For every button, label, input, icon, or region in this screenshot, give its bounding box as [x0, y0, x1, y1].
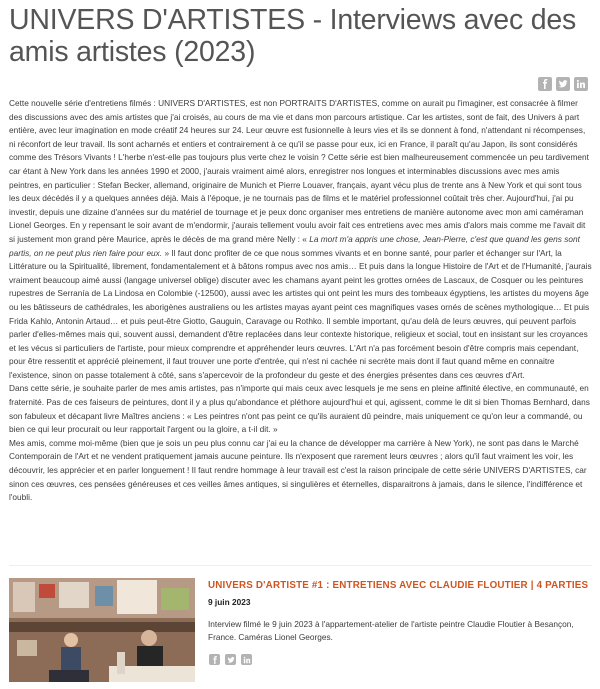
article-paragraph: Mes amis, comme moi-même (bien que je sois un peu plus connu car j'ai eu la chance de développer ma carrière à New York), ne sont pas dans le Marché Contemporain de l'Art et ne vendent pratiquement jamais aucune peinture. Ils n'exposent que rarement leurs œuvres ; alors qu'il faut vraiment les voir, les découvrir, les apprécier et en parler longuement ! Il faut rendre hommage à leur travail est c'est la raison principale de cette série UNIVERS D'ARTISTES, car sinon ces œuvres, ces pensées généreuses et ces veilles âmes antiques, si singulières et éternelles, disparaitrons à jamais, dans le silence, l'indifférence et l'oubli. — [9, 437, 587, 503]
article-text: Cette nouvelle série d'entretiens filmés : UNIVERS D'ARTISTES, est non PORTRAITS D'ARTISTES, comme on aurait pu l'imaginer, est consacrée à filmer des discussions avec des amis artistes que j'ai croisés, au cours de ma vie et dans mon parcours artistique. Car les artistes, sont de fait, des Univers à part entière, avec leur imagination en mode créatif 24 heures sur 24. Leur œuvre est fusionnelle à leurs vies et ils se donnent à fond, n'attendant ni récompenses, ni réconfort de leur travail. Ils sont acharnés et entiers et contrairement à ce qu'il se passe pour eux, ici en France, il paraît qu'au Japon, ils sont considérés comme des Trésors Vivants ! L'herbe n'est-elle pas toujours plus verte chez le voisin ? Cette série est bien malheureusement commencée un peu tardivement car étant à New York dans les années 1990 et 2000, j'aurais vraiment aimé alors, enregistrer nos longues et interminables discussions avec mes amis peintres, en particulier : Stefan Becker, allemand, originaire de Munich et Pierre Louaver, français, ayant vécu plus de trente ans à New York et qui sont tous les deux décédés il y a quelques années déjà. Mais à l'époque, je ne tournais pas de films et le matériel professionnel coûtait très cher. Aujourd'hui, j'ai pu investir, depuis une dizaine d'années sur du matériel de tournage et je peux donc organiser mes entretiens de manière autonome avec mon ami caméraman Lionel Georges. En y repensant le soir avant de m'endormir, j'aurais tellement voulu avoir fait ces entretiens avec mes amis d'alors mais comme me l'avait dit si justement mon grand père Maurice, après le décès de ma grand mère Nelly : « — [9, 98, 589, 244]
card-title-link[interactable]: UNIVERS D'ARTISTE #1 : ENTRETIENS AVEC CLAUDIE FLOUTIER | 4 PARTIES — [208, 580, 589, 591]
page-title: UNIVERS D'ARTISTES - Interviews avec des amis artistes (2023) — [9, 4, 577, 68]
share-bar — [538, 77, 588, 91]
article-text: » Il faut donc profiter de ce que nous sommes vivants et en bonne santé, pour parler et échanger sur l'Art, la Littérature ou la Spiritualité, librement, fondamentalement et à bâtons rompus avec nos amis… Et puis dans la longue Histoire de l'Art et de l'Humanité, j'aurais vraiment beaucoup aimé aussi (langage universel oblige) discuter avec les chamans ayant peint les grottes ornées de Lascaux, de Cosquer ou les peintures rupestres de Serranía de La Lindosa en Colombie (-12500), aussi avec les artistes qui ont peint les murs des tombeaux égyptiens, les artistes du moyens âge ou les bâtisseurs de cathédrales, les aborigènes australiens ou les artistes mayas ayant peint ces magnifiques vases ornés de scènes mythologique… Et puis Frida Kahlo, Antonin Artaud… et puis peut-être Giotto, Gauguin, Caravage ou Rothko. Il semble important, qu'au delà de leurs œuvres, qui peuvent parfois parler d'elles-mêmes mais qui, souvent aussi, demandent d'être replacées dans leur contexte historique, religieux et social, tout en insistant sur les croyances et les vécus si particuliers de l'artiste, pour mieux comprendre et appréhender leurs œuvres. L'Art n'a pas forcément besoin d'être compris mais cependant, pour être ressentit et apprécié pleinement, il faut trouver une porte d'entrée, qui n'est ni cachée ni secrète mais dont il faut quand même en connaitre l'existence, sinon on passe totalement à côté, sans s'apercevoir de la profondeur du geste et des énergies présentes dans ces œuvres d'Art. — [9, 247, 592, 380]
facebook-icon[interactable] — [209, 654, 220, 665]
twitter-icon[interactable] — [556, 77, 570, 91]
article-body — [9, 97, 592, 505]
article-paragraph: Dans cette série, je souhaite parler de mes amis artistes, pas n'importe qui mais ceux avec lesquels je me sens en pleine affinité élective, en communauté, en fraternité. Pas de ces faiseurs de peintures, dont il y a plus qu'abondance et pléthore aujourd'hui et qui, agissent, comme le dit si bien Thomas Bernhard, dans son fabuleux et décapant livre Maîtres anciens : « Les peintres n'ont pas peint ce qu'ils auraient dû peindre, mais uniquement ce qu'on leur a commandé, ou bien ce qui leur procurait ou leur rapportait l'argent ou la gloire, a t-il dit. » — [9, 383, 590, 435]
linkedin-icon[interactable] — [241, 654, 252, 665]
linkedin-icon[interactable] — [574, 77, 588, 91]
facebook-icon[interactable] — [538, 77, 552, 91]
article-quote: La mort m'a appris une chose, Jean-Pierre, c'est que quand les gens sont partis, on ne peut plus rien faire pour eux. — [9, 233, 580, 258]
card-description: Interview filmé le 9 juin 2023 à l'appartement-atelier de l'artiste peintre Claudie Floutier à Besançon, France. Caméras Lionel Georges. — [208, 619, 574, 642]
twitter-icon[interactable] — [225, 654, 236, 665]
divider — [9, 565, 592, 566]
video-thumbnail[interactable] — [9, 578, 195, 682]
card-share-bar — [209, 654, 252, 665]
card-date: 9 juin 2023 — [208, 597, 251, 607]
article-paragraph — [9, 97, 592, 382]
